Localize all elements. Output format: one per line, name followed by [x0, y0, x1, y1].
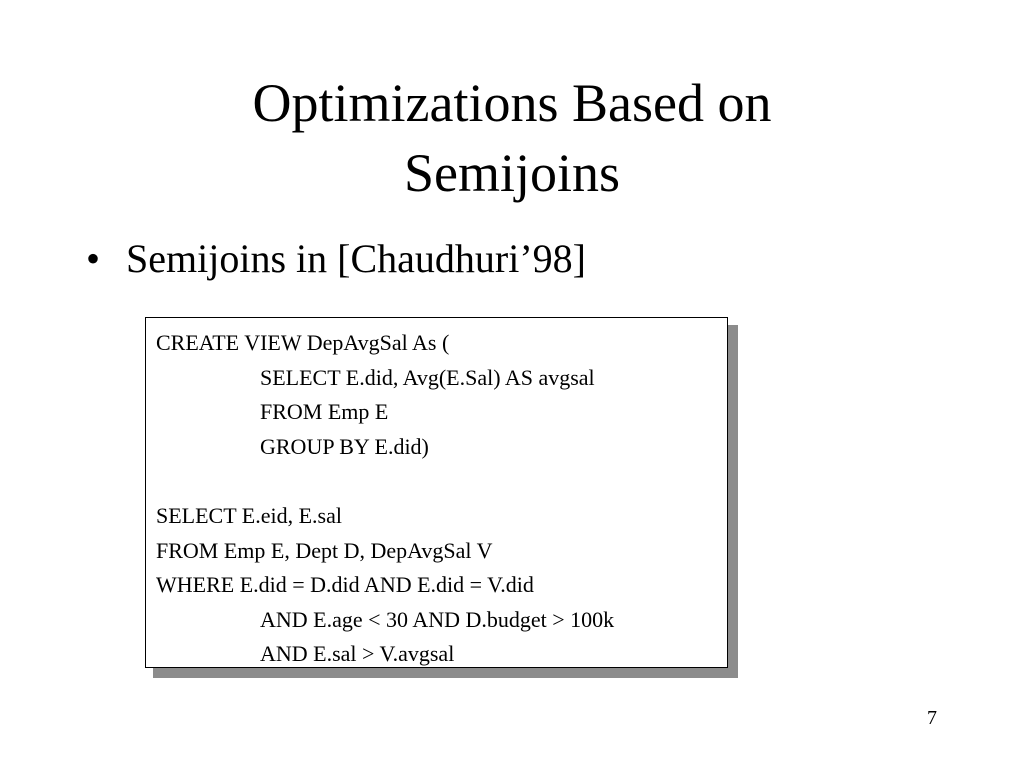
code-line: WHERE E.did = D.did AND E.did = V.did	[156, 572, 534, 598]
code-line: FROM Emp E	[260, 399, 389, 425]
bullet-item	[86, 234, 586, 284]
slide-title	[0, 68, 1024, 208]
code-line: CREATE VIEW DepAvgSal As (	[156, 330, 450, 355]
code-line: SELECT E.did, Avg(E.Sal) AS avgsal	[260, 364, 595, 390]
code-line: AND E.age < 30 AND D.budget > 100k	[260, 606, 615, 632]
slide-title-line-1: Optimizations Based on	[252, 73, 772, 133]
code-line: AND E.sal > V.avgsal	[260, 641, 455, 667]
slide-title-line-2: Semijoins	[403, 143, 621, 203]
sql-code-box	[145, 317, 728, 668]
bullet-icon: •	[86, 236, 101, 281]
page-number: 7	[927, 707, 937, 729]
code-line: SELECT E.eid, E.sal	[156, 502, 342, 528]
code-line: GROUP BY E.did)	[260, 433, 429, 459]
code-line: FROM Emp E, Dept D, DepAvgSal V	[156, 537, 493, 563]
code-line-blank	[156, 464, 717, 499]
bullet-text: Semijoins in [Chaudhuri’98]	[126, 236, 586, 281]
